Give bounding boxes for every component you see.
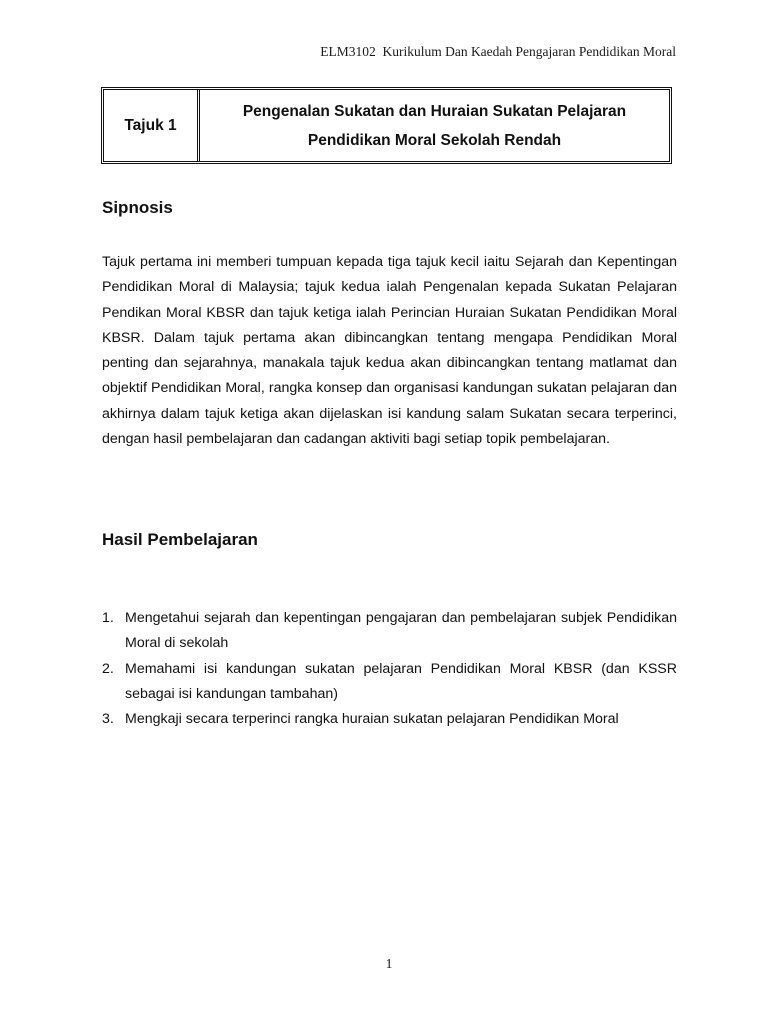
list-item-number: 3. — [102, 711, 114, 728]
learning-outcomes-heading: Hasil Pembelajaran — [102, 530, 258, 549]
sinopsis-heading: Sipnosis — [102, 198, 173, 217]
list-item-number: 2. — [102, 660, 114, 677]
running-header: ELM3102 Kurikulum Dan Kaedah Pengajaran Pendidikan Moral — [320, 44, 676, 59]
sinopsis-paragraph: Tajuk pertama ini memberi tumpuan kepada tiga tajuk kecil iaitu Sejarah dan Kepentingan Pendidikan Moral di Malaysia; tajuk kedua ialah Pengenalan kepada Sukatan Pelajaran Pendikan Moral KBSR dan tajuk ketiga ialah Perincian Huraian Sukatan Pendidikan Moral KBSR. Dalam tajuk pertama akan dibincangkan tentang mengapa Pendidikan Moral penting dan sejarahnya, manakala tajuk kedua akan dibincangkan tentang matlamat dan objektif Pendidikan Moral, rangka konsep dan organisasi kandungan sukatan pelajaran dan akhirnya dalam tajuk ketiga akan dijelaskan isi kandung salam Sukatan secara terperinci, dengan hasil pembelajaran dan cadangan aktiviti bagi setiap topik pembelajaran. — [102, 254, 677, 448]
learning-outcomes-list — [102, 606, 677, 732]
list-item-number: 1. — [102, 610, 114, 626]
topic-title-line-1: Pengenalan Sukatan dan Huraian Sukatan Pelajaran — [242, 102, 627, 120]
topic-title-box — [101, 87, 672, 164]
page-number: 1 — [385, 956, 393, 971]
list-item-text: Memahami isi kandungan sukatan pelajaran Pendidikan Moral KBSR (dan KSSR sebagai isi kandungan tambahan) — [125, 660, 677, 702]
list-item-text: Mengetahui sejarah dan kepentingan pengajaran dan pembelajaran subjek Pendidikan Moral di sekolah — [125, 610, 677, 652]
list-item — [102, 606, 677, 657]
list-item — [102, 657, 677, 708]
topic-title — [200, 90, 669, 161]
topic-title-line-2: Pendidikan Moral Sekolah Rendah — [307, 131, 562, 149]
list-item — [102, 707, 677, 732]
topic-label: Tajuk 1 — [104, 90, 200, 161]
list-item-text: Mengkaji secara terperinci rangka huraian sukatan pelajaran Pendidikan Moral — [125, 711, 619, 728]
